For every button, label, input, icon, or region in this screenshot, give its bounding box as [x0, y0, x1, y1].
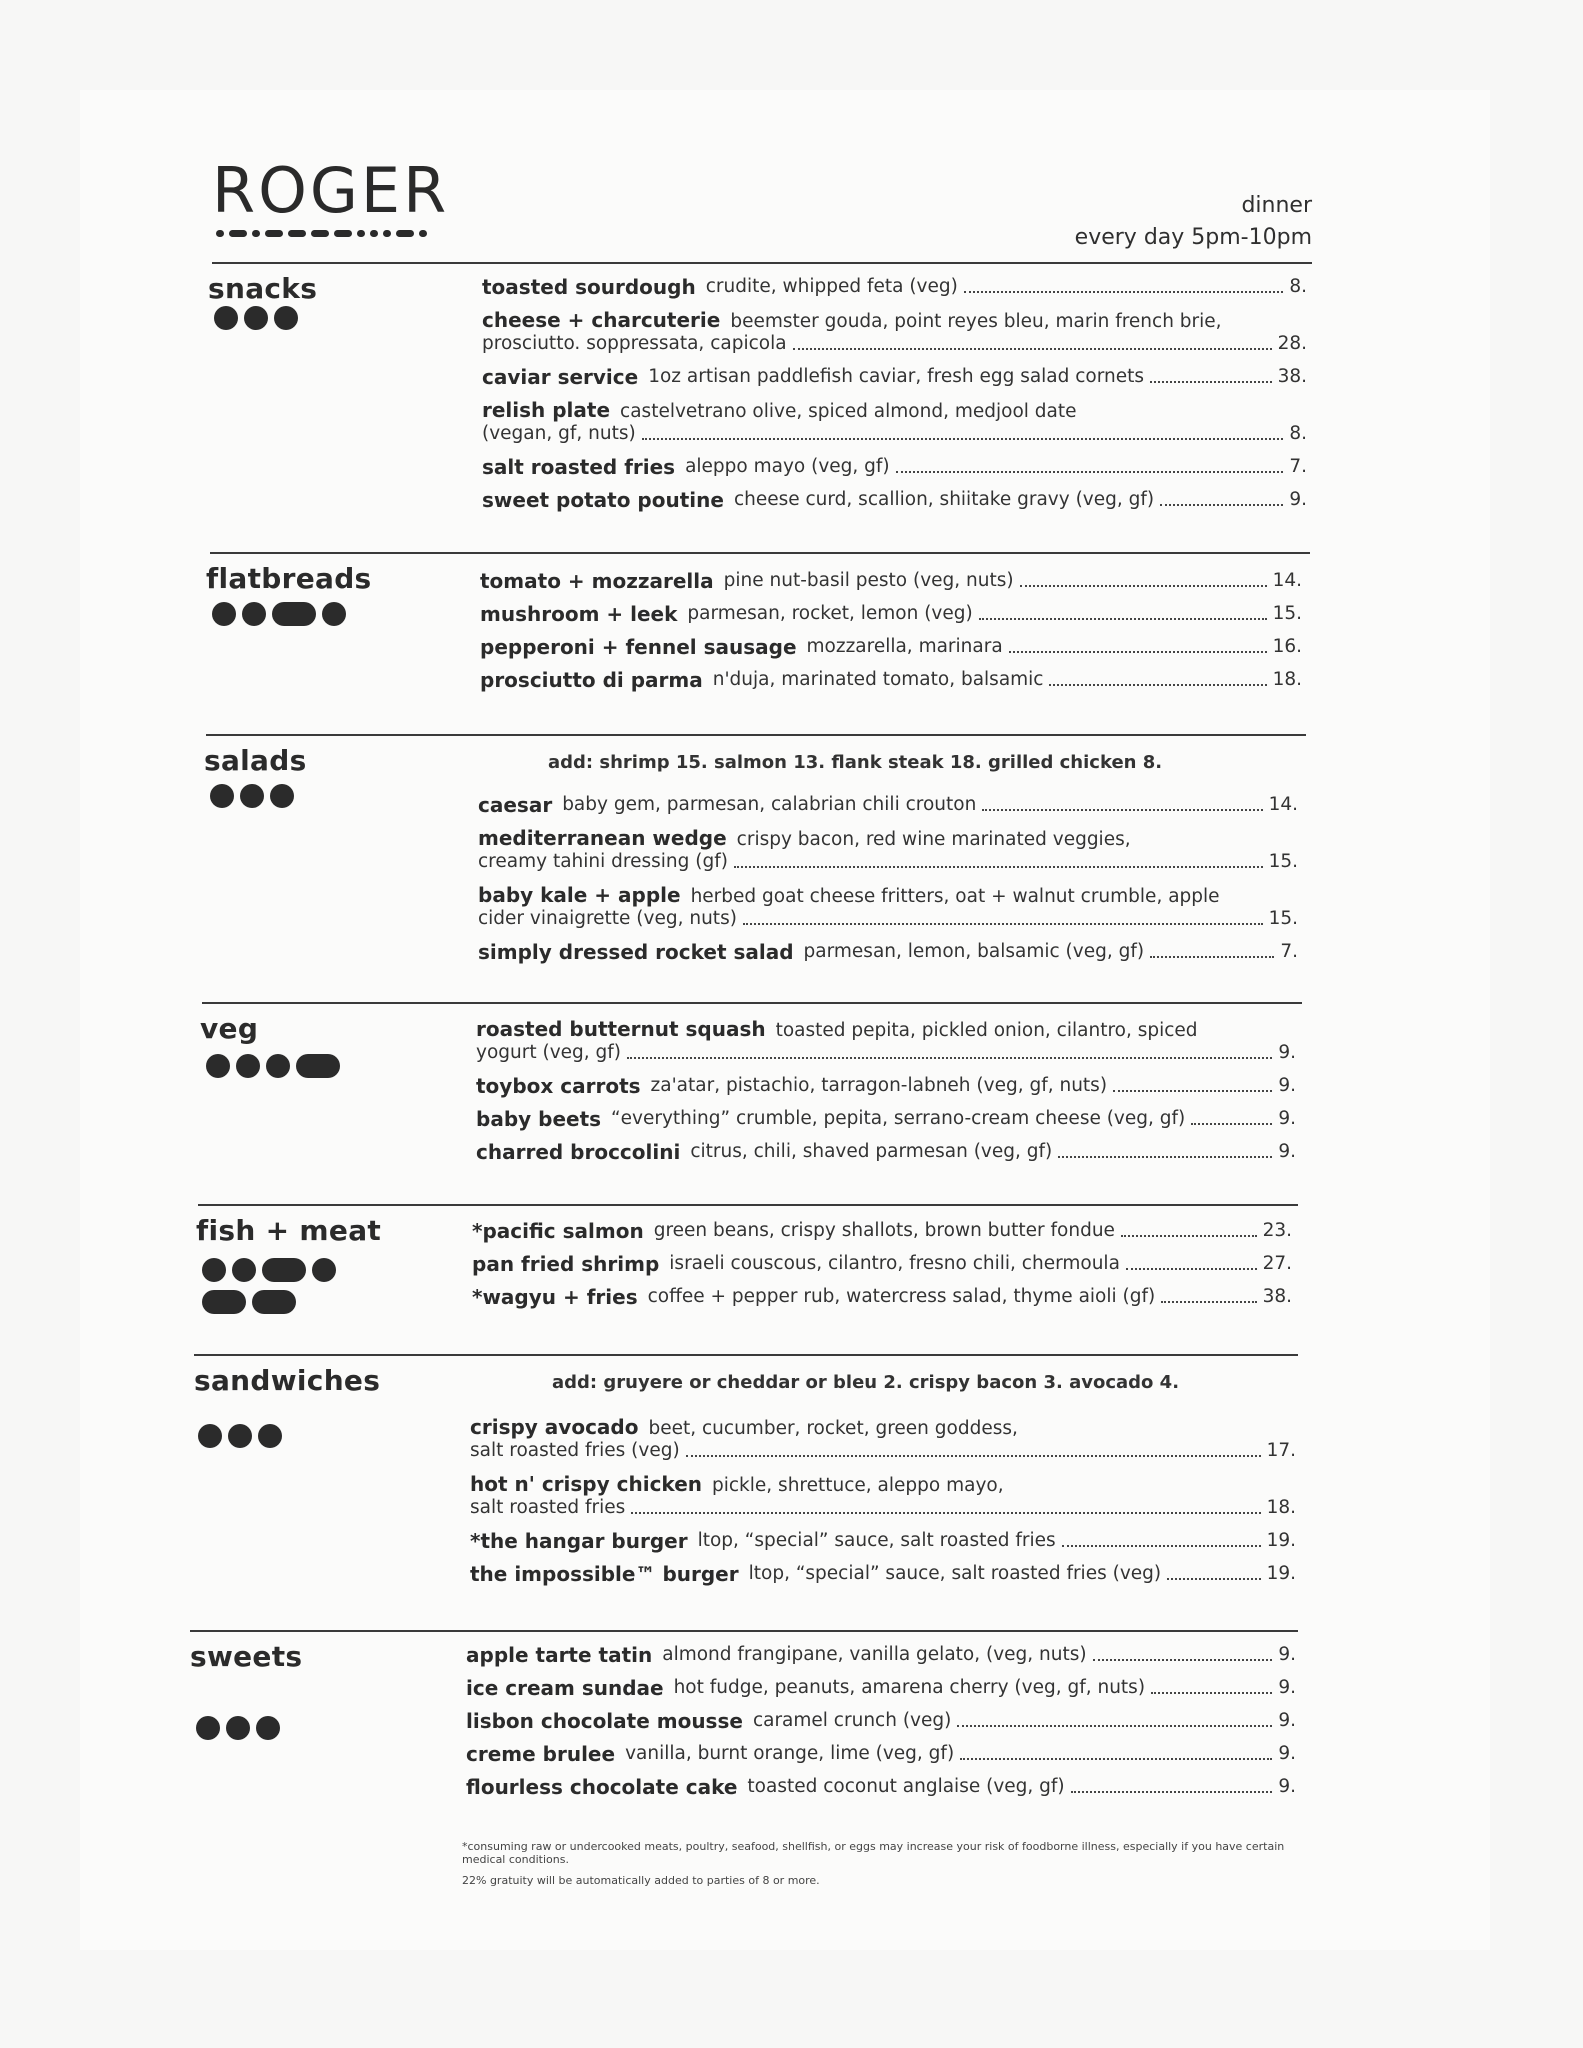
item-list-sweets	[466, 1644, 1296, 1809]
logo: ROGER	[212, 154, 450, 227]
section-dots-sandwiches	[198, 1424, 282, 1448]
item-list-flatbreads	[480, 570, 1302, 702]
section-dots-salads	[210, 784, 294, 808]
section-divider	[198, 1204, 1298, 1206]
menu-item: roasted butternut squash toasted pepita, pickled onion, cilantro, spiced yogurt (veg, gf) 9.	[476, 1017, 1296, 1063]
menu-item: relish plate castelvetrano olive, spiced almond, medjool date (vegan, gf, nuts) 8.	[482, 398, 1307, 444]
item-list-fish-meat	[472, 1220, 1292, 1319]
menu-item: creme brulee vanilla, burnt orange, lime (veg, gf) 9.	[466, 1742, 1296, 1766]
menu-item: *pacific salmon green beans, crispy shallots, brown butter fondue 23.	[472, 1219, 1292, 1243]
menu-item: toasted sourdough crudite, whipped feta (veg) 8.	[482, 275, 1307, 299]
meal-label: dinner	[1241, 193, 1312, 218]
section-divider	[210, 552, 1310, 554]
menu-item: baby beets “everything” crumble, pepita, serrano-cream cheese (veg, gf) 9.	[476, 1107, 1296, 1131]
section-title-flatbreads: flatbreads	[206, 562, 372, 595]
section-dots-flatbreads	[212, 602, 346, 626]
section-title-salads: salads	[204, 744, 307, 777]
menu-item: prosciutto di parma n'duja, marinated tomato, balsamic 18.	[480, 668, 1302, 692]
section-dots-sweets	[196, 1716, 280, 1740]
section-title-fish-meat: fish + meat	[196, 1214, 382, 1247]
menu-item: crispy avocado beet, cucumber, rocket, green goddess, salt roasted fries (veg) 17.	[470, 1415, 1296, 1461]
menu-item: salt roasted fries aleppo mayo (veg, gf) 7.	[482, 455, 1307, 479]
item-list-salads	[478, 794, 1298, 974]
section-title-snacks: snacks	[208, 272, 318, 305]
menu-item: ice cream sundae hot fudge, peanuts, amarena cherry (veg, gf, nuts) 9.	[466, 1676, 1296, 1700]
section-divider	[212, 262, 1312, 264]
section-title-veg: veg	[200, 1012, 259, 1045]
menu-item: flourless chocolate cake toasted coconut anglaise (veg, gf) 9.	[466, 1775, 1296, 1799]
menu-item: baby kale + apple herbed goat cheese fritters, oat + walnut crumble, apple cider vinaigrette (veg, nuts) 15.	[478, 883, 1298, 929]
hours-label: every day 5pm-10pm	[1074, 225, 1312, 250]
gratuity-note: 22% gratuity will be automatically added to parties of 8 or more.	[462, 1874, 820, 1887]
menu-item: cheese + charcuterie beemster gouda, point reyes bleu, marin french brie, prosciutto. soppressata, capicola 28.	[482, 308, 1307, 354]
section-title-sweets: sweets	[190, 1640, 303, 1673]
item-list-snacks	[482, 276, 1307, 522]
menu-item: charred broccolini citrus, chili, shaved parmesan (veg, gf) 9.	[476, 1140, 1296, 1164]
menu-footer	[462, 1840, 1302, 1895]
menu-item: sweet potato poutine cheese curd, scallion, shiitake gravy (veg, gf) 9.	[482, 488, 1307, 512]
section-title-sandwiches: sandwiches	[194, 1364, 381, 1397]
menu-item: the impossible™ burger ltop, “special” sauce, salt roasted fries (veg) 19.	[470, 1562, 1296, 1586]
menu-item: caviar service 1oz artisan paddlefish caviar, fresh egg salad cornets 38.	[482, 365, 1307, 389]
menu-item: apple tarte tatin almond frangipane, vanilla gelato, (veg, nuts) 9.	[466, 1643, 1296, 1667]
raw-food-warning: *consuming raw or undercooked meats, poultry, seafood, shellfish, or eggs may increase your risk of foodborne illness, especially if you have certain medical conditions.	[462, 1840, 1285, 1866]
item-list-sandwiches	[470, 1416, 1296, 1596]
addon-line-sandwiches: add: gruyere or cheddar or bleu 2. crispy bacon 3. avocado 4.	[552, 1372, 1180, 1393]
menu-item: mushroom + leek parmesan, rocket, lemon (veg) 15.	[480, 602, 1302, 626]
logo-morse-code	[216, 230, 427, 237]
menu-item: pan fried shrimp israeli couscous, cilantro, fresno chili, chermoula 27.	[472, 1252, 1292, 1276]
menu-item: pepperoni + fennel sausage mozzarella, marinara 16.	[480, 635, 1302, 659]
service-hours	[1075, 190, 1312, 254]
menu-item: *the hangar burger ltop, “special” sauce, salt roasted fries 19.	[470, 1529, 1296, 1553]
menu-item: tomato + mozzarella pine nut-basil pesto (veg, nuts) 14.	[480, 569, 1302, 593]
addon-line-salads: add: shrimp 15. salmon 13. flank steak 18. grilled chicken 8.	[548, 752, 1163, 773]
section-divider	[190, 1630, 1298, 1632]
section-divider	[202, 1002, 1302, 1004]
menu-item: *wagyu + fries coffee + pepper rub, watercress salad, thyme aioli (gf) 38.	[472, 1285, 1292, 1309]
menu-item: simply dressed rocket salad parmesan, lemon, balsamic (veg, gf) 7.	[478, 940, 1298, 964]
menu-item: lisbon chocolate mousse caramel crunch (veg) 9.	[466, 1709, 1296, 1733]
section-divider	[206, 734, 1306, 736]
section-divider	[194, 1354, 1298, 1356]
section-dots-snacks	[214, 306, 298, 330]
section-dots-fish-meat	[202, 1258, 336, 1314]
section-dots-veg	[206, 1054, 340, 1078]
menu-header	[212, 154, 1312, 260]
menu-item: toybox carrots za'atar, pistachio, tarragon-labneh (veg, gf, nuts) 9.	[476, 1074, 1296, 1098]
item-list-veg	[476, 1018, 1296, 1174]
menu-item: caesar baby gem, parmesan, calabrian chili crouton 14.	[478, 793, 1298, 817]
menu-item: mediterranean wedge crispy bacon, red wine marinated veggies, creamy tahini dressing (gf) 15.	[478, 826, 1298, 872]
menu-item: hot n' crispy chicken pickle, shrettuce, aleppo mayo, salt roasted fries 18.	[470, 1472, 1296, 1518]
